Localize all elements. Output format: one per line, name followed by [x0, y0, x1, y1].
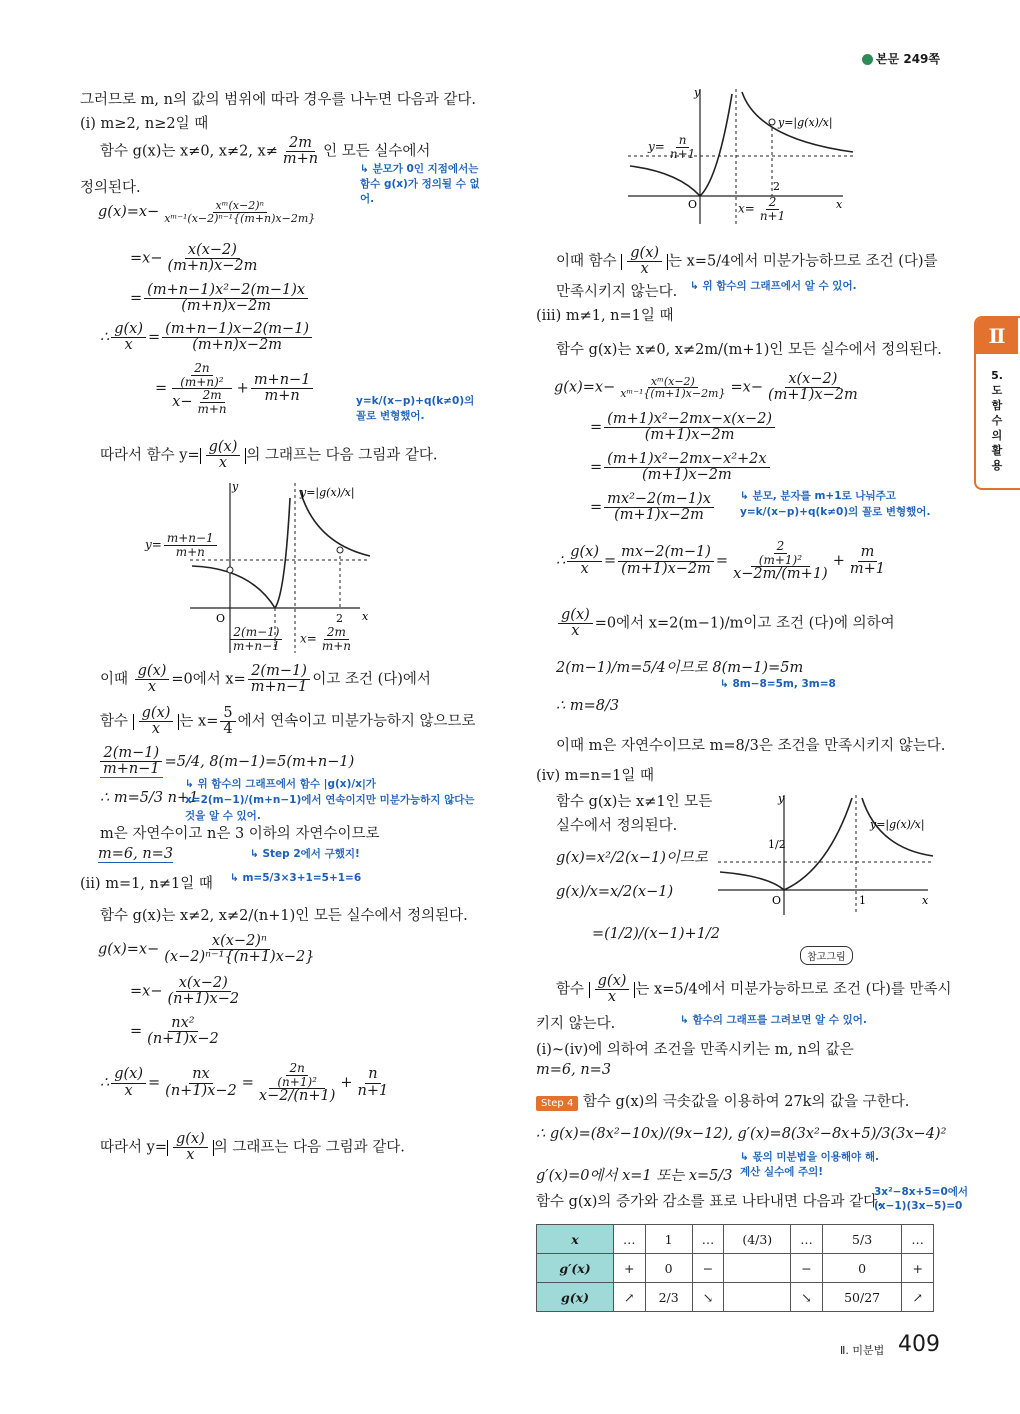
case1-title: (ⅰ) m≥2, n≥2일 때	[80, 116, 209, 132]
g1-curve-left-a	[192, 566, 275, 608]
r-line-nat: 이때 m은 자연수이므로 m=8/3은 조건을 만족시키지 않는다.	[556, 738, 946, 754]
table-row: x … 1 … (4/3) … 5/3 …	[537, 1225, 934, 1254]
eq-case1-5: = $\frac{2n}{\text{(m+n)²}}$ x− $\frac{2m}{m+n}$ + $\frac{m+n-1}{m+n}$	[155, 362, 315, 415]
case1-defined: 정의된다.	[80, 180, 141, 196]
eq-case1-4: ∴ $\frac{g(x)}{x}$ = $\frac{(m+n-1)x-2(m-1)}{(m+n)x-2m}$	[100, 322, 314, 353]
table-row: g′(x) + 0 − − 0 +	[537, 1254, 934, 1283]
case3-title: (ⅲ) m≠1, n=1일 때	[536, 308, 674, 324]
eq-step4-1: ∴ g(x)=(8x²−10x)/(9x−12), g′(x)=8(3x²−8x+5)/3(3x−4)²	[536, 1126, 947, 1142]
g1-func-label: y=|g(x)/x|	[300, 486, 355, 499]
eq-case4-3: =(1/2)/(x−1)+1/2	[592, 926, 721, 942]
chapter-title: 5.도함수의활용	[991, 369, 1003, 472]
table-row: g(x) ↗ 2/3 ↘ ↘ 50/27 ↗	[537, 1283, 934, 1312]
eq-case3-4: = $\frac{\text{mx²−2(m−1)x}}{(m+1)x-2m}$	[590, 492, 716, 523]
svg-text:y: y	[778, 792, 785, 805]
eq-case2-1: g(x)=x− $\frac{\text{x(x−2)ⁿ}}{\text{(x−2)ⁿ⁻¹\{(n+1)x−2\}}}$	[98, 933, 315, 966]
eq-case4-2: g(x)/x=x/2(x−1)	[556, 884, 674, 900]
svg-text:O: O	[688, 198, 698, 211]
note-quotient: ↳ 몫의 미분법을 이용해야 해. 계산 실수에 주의!	[740, 1151, 879, 1178]
svg-text:y=|g(x)/x|: y=|g(x)/x|	[870, 818, 925, 831]
case2-domain: 함수 g(x)는 x≠2, x≠2/(n+1)인 모든 실수에서 정의된다.	[100, 908, 468, 924]
line-solution: m=6, n=3	[98, 846, 174, 862]
note-m-calc: ↳ m=5/3×3+1=5+1=6	[230, 872, 362, 884]
chapter-numeral: Ⅱ	[976, 318, 1018, 354]
eq-case4-1: g(x)=x²/2(x−1)이므로	[556, 850, 708, 866]
g2-asym-label: y= $\frac{n}{n+1}$	[648, 133, 696, 161]
line-natural: m은 자연수이고 n은 3 이하의 자연수이므로	[100, 826, 380, 842]
conclusion-a: (ⅰ)~(ⅳ)에 의하여 조건을 만족시키는 m, n의 값은	[536, 1042, 854, 1058]
ref-figure-badge: 참고그림	[800, 946, 853, 965]
line-table-intro: 함수 g(x)의 증가와 감소를 표로 나타내면 다음과 같다.	[536, 1194, 882, 1210]
graph2-intro: 따라서 y= $\frac{g(x)}{x}$ 의 그래프는 다음 그림과 같다.	[100, 1131, 405, 1164]
eq-case3-3: = $\frac{\text{(m+1)x²−2mx−x²+2x}}{(m+1)x-2m}$	[590, 452, 772, 483]
note-factor-b: (x−1)(3x−5)=0	[874, 1200, 963, 1212]
svg-text:2: 2	[773, 180, 780, 193]
line-diff: 함수 $\frac{g(x)}{x}$ 는 x= $\frac{5}{4}$ 에서 연속이고 미분가능하지 않으므로	[100, 705, 476, 738]
g1-root-label: $\frac{2(m-1)}{m+n-1}$	[228, 626, 285, 652]
eq-case3-7: ∴ m=8/3	[556, 698, 620, 714]
svg-text:O: O	[772, 894, 782, 907]
svg-text:x: x	[836, 198, 843, 211]
svg-text:y=|g(x)/x|: y=|g(x)/x|	[778, 116, 833, 129]
g1-label-x: x	[362, 610, 369, 623]
note-denominator: ↳ 분모가 0인 지점에서는 함수 g(x)가 정의될 수 없어.	[360, 163, 480, 205]
step4-badge: Step 4	[536, 1096, 578, 1111]
case4-domain-a: 함수 g(x)는 x≠1인 모든	[556, 794, 713, 810]
svg-text:1: 1	[859, 894, 866, 907]
case4-domain-b: 실수에서 정의된다.	[556, 818, 678, 834]
eq-case1-2: =x− $\frac{x(x-2)}{(m+n)x-2m}$	[130, 242, 258, 275]
line-root: 이때 $\frac{g(x)}{x}$ =0에서 x= $\frac{2(m-1)}{m+n-1}$ 이고 조건 (다)에서	[100, 663, 431, 696]
graph1-intro: 따라서 함수 y= $\frac{g(x)}{x}$ 의 그래프는 다음 그림과 같다.	[100, 439, 438, 472]
note-form1: y=k/(x−p)+q(k≠0)의 꼴로 변형했어.	[356, 395, 475, 422]
note-calc: ↳ 8m−8=5m, 3m=8	[720, 678, 836, 690]
footer-section: Ⅱ. 미분법	[840, 1344, 885, 1357]
page-reference: 본문 249쪽	[862, 50, 940, 67]
eq-case3-2: = $\frac{\text{(m+1)x²−2mx−x(x−2)}}{(m+1)x-2m}$	[590, 412, 777, 443]
svg-text:1/2: 1/2	[768, 838, 786, 851]
r-line1: 이때 함수 $\frac{g(x)}{x}$ 는 x=5/4에서 미분가능하므로 조건 (다)를	[556, 245, 938, 278]
increase-decrease-table	[536, 1224, 934, 1312]
note-factor-a: 3x²−8x+5=0에서	[874, 1186, 969, 1198]
eq-case2-2: =x− $\frac{x(x-2)}{(n+1)x-2}$	[130, 975, 240, 1008]
r-line4c: 키지 않는다.	[536, 1016, 616, 1032]
g1-label-o: O	[216, 612, 226, 625]
chapter-tab	[974, 316, 1020, 490]
svg-text:x: x	[922, 894, 929, 907]
page-number: 409	[898, 1332, 940, 1357]
g2-vasym-label: x= $\frac{2}{n+1}$	[738, 195, 786, 223]
conclusion-b: m=6, n=3	[536, 1062, 612, 1078]
r-line4: 함수 $\frac{g(x)}{x}$ 는 x=5/4에서 미분가능하므로 조건 (다)를 만족시	[556, 973, 952, 1006]
g1-curve-left-b	[275, 498, 290, 608]
graph3	[718, 790, 938, 920]
eq-step4-2: g′(x)=0에서 x=1 또는 x=5/3	[536, 1168, 733, 1184]
svg-text:y: y	[694, 86, 701, 99]
circle-plus-icon	[862, 54, 873, 65]
note-graph1: ↳ 위 함수의 그래프에서 알 수 있어.	[690, 280, 857, 292]
note-step2: ↳ Step 2에서 구했지!	[250, 848, 360, 860]
intro-text: 그러므로 m, n의 값의 범위에 따라 경우를 나누면 다음과 같다.	[80, 92, 476, 108]
eq-case1-6: $\frac{2(m-1)}{m+n-1}$ =5/4, 8(m−1)=5(m+n−1)	[98, 746, 354, 778]
eq-case1-3: = $\frac{\text{(m+n−1)x²−2(m−1)x}}{(m+n)x-2m}$	[130, 283, 310, 314]
note-divide: ↳ 분모, 분자를 m+1로 나눠주고 y=k/(x−p)+q(k≠0)의 꼴로 변형했어.	[740, 490, 931, 518]
eq-case2-4: ∴ $\frac{g(x)}{x}$ = $\frac{nx}{(n+1)x-2}$ = $\frac{\frac{2n}{\text{(n+1)²}}}{x-2/(n+1)}$ + $\frac{n}{n+1}$	[100, 1061, 389, 1105]
note-continuity: ↳ 위 함수의 그래프에서 함수 |g(x)/x|가 x=2(m−1)/(m+n−1)에서 연속이지만 미분가능하지 않다는 것을 알 수 있어.	[185, 778, 475, 822]
eq-case1-1: g(x)=x− $\frac{\text{xᵐ(x−2)ⁿ}}{\text{xᵐ⁻¹(x−2)ⁿ⁻¹\{(m+n)x−2m\}}}$	[98, 199, 316, 225]
g1-asym-label: y= $\frac{m+n-1}{m+n}$	[145, 532, 219, 558]
r-line1c: 만족시키지 않는다.	[556, 284, 678, 300]
g1-open-point-2	[337, 547, 343, 553]
g1-tick-2: 2	[336, 612, 343, 625]
g1-curve-right	[300, 490, 370, 556]
g1-label-y: y	[232, 480, 239, 493]
g1-vasym-label: x= $\frac{2m}{m+n}$	[300, 625, 351, 653]
note-graph2: ↳ 함수의 그래프를 그려보면 알 수 있어.	[680, 1014, 867, 1026]
case2-title: (ⅱ) m=1, n≠1일 때	[80, 876, 213, 892]
eq-case1-7: ∴ m=5/3 n+1	[100, 790, 199, 806]
eq-case3-6: 2(m−1)/m=5/4이므로 8(m−1)=5m	[556, 660, 804, 676]
eq-case3-1: g(x)=x− $\frac{\text{xᵐ(x−2)}}{\text{xᵐ⁻¹\{(m+1)x−2m\}}}$ =x− $\frac{x(x-2)}{(m+1)x-2m}$	[554, 371, 858, 404]
r-line-zero: $\frac{g(x)}{x}$ =0에서 x=2(m−1)/m이고 조건 (다)에 의하여	[556, 608, 895, 639]
case1-domain: 함수 g(x)는 x≠0, x≠2, x≠ $\frac{2m}{m+n}$ 인 모든 실수에서	[100, 135, 431, 168]
eq-case3-5: ∴ $\frac{g(x)}{x}$ = $\frac{mx-2(m-1)}{(m+1)x-2m}$ = $\frac{\frac{2}{\text{(m+1)²}}}{x-2m/(m+1)}$ + $\frac{m}{m+1}$	[556, 539, 885, 583]
step4-line: Step 4 함수 g(x)의 극솟값을 이용하여 27k의 값을 구한다.	[536, 1090, 909, 1111]
eq-case2-3: = $\frac{\text{nx²}}{(n+1)x-2}$	[130, 1015, 219, 1048]
g1-open-point-y	[227, 567, 233, 573]
case4-title: (ⅳ) m=n=1일 때	[536, 768, 654, 784]
case3-domain: 함수 g(x)는 x≠0, x≠2m/(m+1)인 모든 실수에서 정의된다.	[556, 342, 942, 358]
